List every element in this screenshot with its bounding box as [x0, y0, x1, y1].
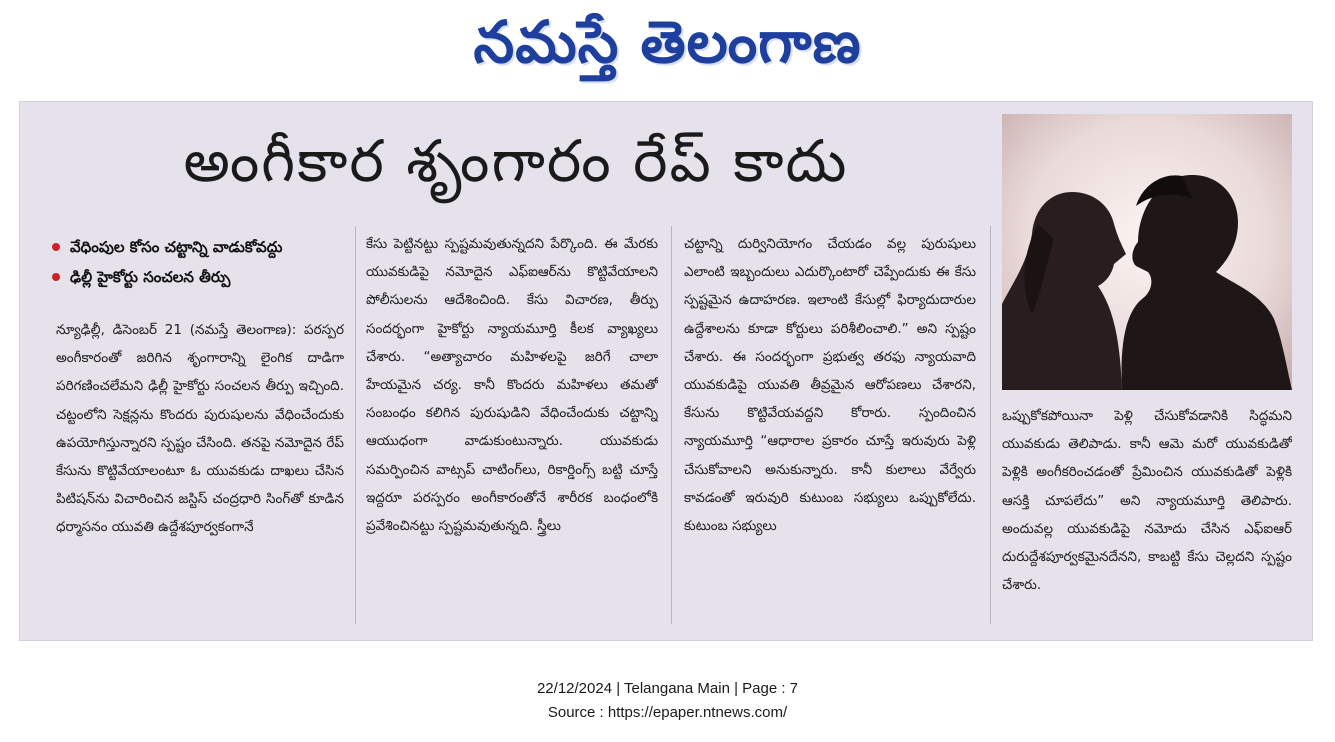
newspaper-logo: నమస్తే తెలంగాణ — [473, 8, 862, 76]
article-photo — [1002, 114, 1292, 390]
column-divider — [671, 226, 672, 624]
footer-page-info: 22/12/2024 | Telangana Main | Page : 7 — [536, 680, 799, 697]
subhead-text: వేధింపుల కోసం చట్టాన్ని వాడుకోవద్దు — [70, 238, 283, 256]
subhead-text: ఢిల్లీ హైకోర్టు సంచలన తీర్పు — [70, 268, 231, 286]
subhead-item — [48, 232, 358, 262]
article-column-3: చట్టాన్ని దుర్వినియోగం చేయడం వల్ల పురుషులు ఎలాంటి ఇబ్బందులు ఎదుర్కొంటారో చెప్పేందుకు ఈ కేసు స్పష్టమైన ఉదాహరణ. ఇలాంటి కేసుల్లో ఫిర్యాదుదారుల ఉద్దేశాలను కూడా కోర్టులు పరిశీలించాలి.” అని స్పష్టం చేశారు. ఈ సందర్భంగా ప్రభుత్వ తరఫు న్యాయవాది యువకుడిపై యువతి తీవ్రమైన ఆరోపణలు చేశారని, కేసును కొట్టివేయవద్దని కోరారు. స్పందించిన న్యాయమూర్తి “ఆధారాల ప్రకారం చూస్తే ఇరువురు పెళ్లి చేసుకోవాలని అనుకున్నారు. కానీ కులాలు వేర్వేరు కావడంతో ఇరువురి కుటుంబ సభ్యులు ఒప్పుకోలేదు. కుటుంబ సభ్యులు — [684, 236, 976, 535]
article-column-1: న్యూఢిల్లీ, డిసెంబర్ 21 (నమస్తే తెలంగాణ): పరస్పర అంగీకారంతో జరిగిన శృంగారాన్ని లైంగిక దాడిగా పరిగణించలేమని ఢిల్లీ హైకోర్టు సంచలన తీర్పు ఇచ్చింది. చట్టంలోని సెక్షన్లను కొందరు పురుషులను వేధించేందుకు ఉపయోగిస్తున్నారని స్పష్టం చేసింది. తనపై నమోదైన రేప్ కేసును కొట్టివేయాలంటూ ఓ యువకుడు దాఖలు చేసిన పిటిషన్‌ను విచారించిన జస్టిస్ చంద్రధారి సింగ్‌తో కూడిన ధర్మాసనం యువతి ఉద్దేశపూర్వకంగానే — [56, 322, 344, 536]
article-column-2: కేసు పెట్టినట్టు స్పష్టమవుతున్నదని పేర్కొంది. ఈ మేరకు యువకుడిపై నమోదైన ఎఫ్ఐఆర్‌ను కొట్టివేయాలని పోలీసులను ఆదేశించింది. కేసు విచారణ, తీర్పు సందర్భంగా హైకోర్టు న్యాయమూర్తి కీలక వ్యాఖ్యలు చేశారు. “అత్యాచారం మహిళలపై జరిగే చాలా హేయమైన చర్య. కానీ కొందరు మహిళలు తమతో సంబంధం కలిగిన పురుషుడిని వేధించేందుకు చట్టాన్ని ఆయుధంగా వాడుకుంటున్నారు. యువకుడు సమర్పించిన వాట్సప్ చాటింగ్‌లు, రికార్డింగ్స్ బట్టి చూస్తే ఇద్దరూ పరస్పరం అంగీకారంతోనే శారీరక బంధంలోకి ప్రవేశించినట్టు స్పష్టమవుతున్నది. స్త్రీలు — [366, 236, 658, 535]
bullet-icon — [52, 243, 60, 251]
bullet-icon — [52, 273, 60, 281]
masthead — [0, 2, 1335, 92]
subhead-item — [48, 262, 358, 292]
column-divider — [355, 226, 356, 624]
article-headline: అంగీకార శృంగారం రేప్ కాదు — [183, 127, 849, 195]
article-subheads — [48, 232, 358, 292]
footer-source: Source : https://epaper.ntnews.com/ — [547, 704, 788, 721]
column-divider — [990, 226, 991, 624]
couple-silhouette-image — [1002, 114, 1292, 390]
article-column-4: ఒప్పుకోకపోయినా పెళ్లి చేసుకోవడానికి సిద్ధమని యువకుడు తెలిపాడు. కానీ ఆమె మరో యువకుడితో పెళ్లికి అంగీకరించడంతో ప్రేమించిన యువకుడితో పెళ్లికి ఆసక్తి చూపలేదు” అని న్యాయమూర్తి తెలిపారు. అందువల్ల యువకుడిపై నమోదు చేసిన ఎఫ్ఐఆర్ దురుద్దేశపూర్వకమైనదేనని, కాబట్టి కేసు చెల్లదని స్పష్టం చేశారు. — [1002, 408, 1292, 594]
